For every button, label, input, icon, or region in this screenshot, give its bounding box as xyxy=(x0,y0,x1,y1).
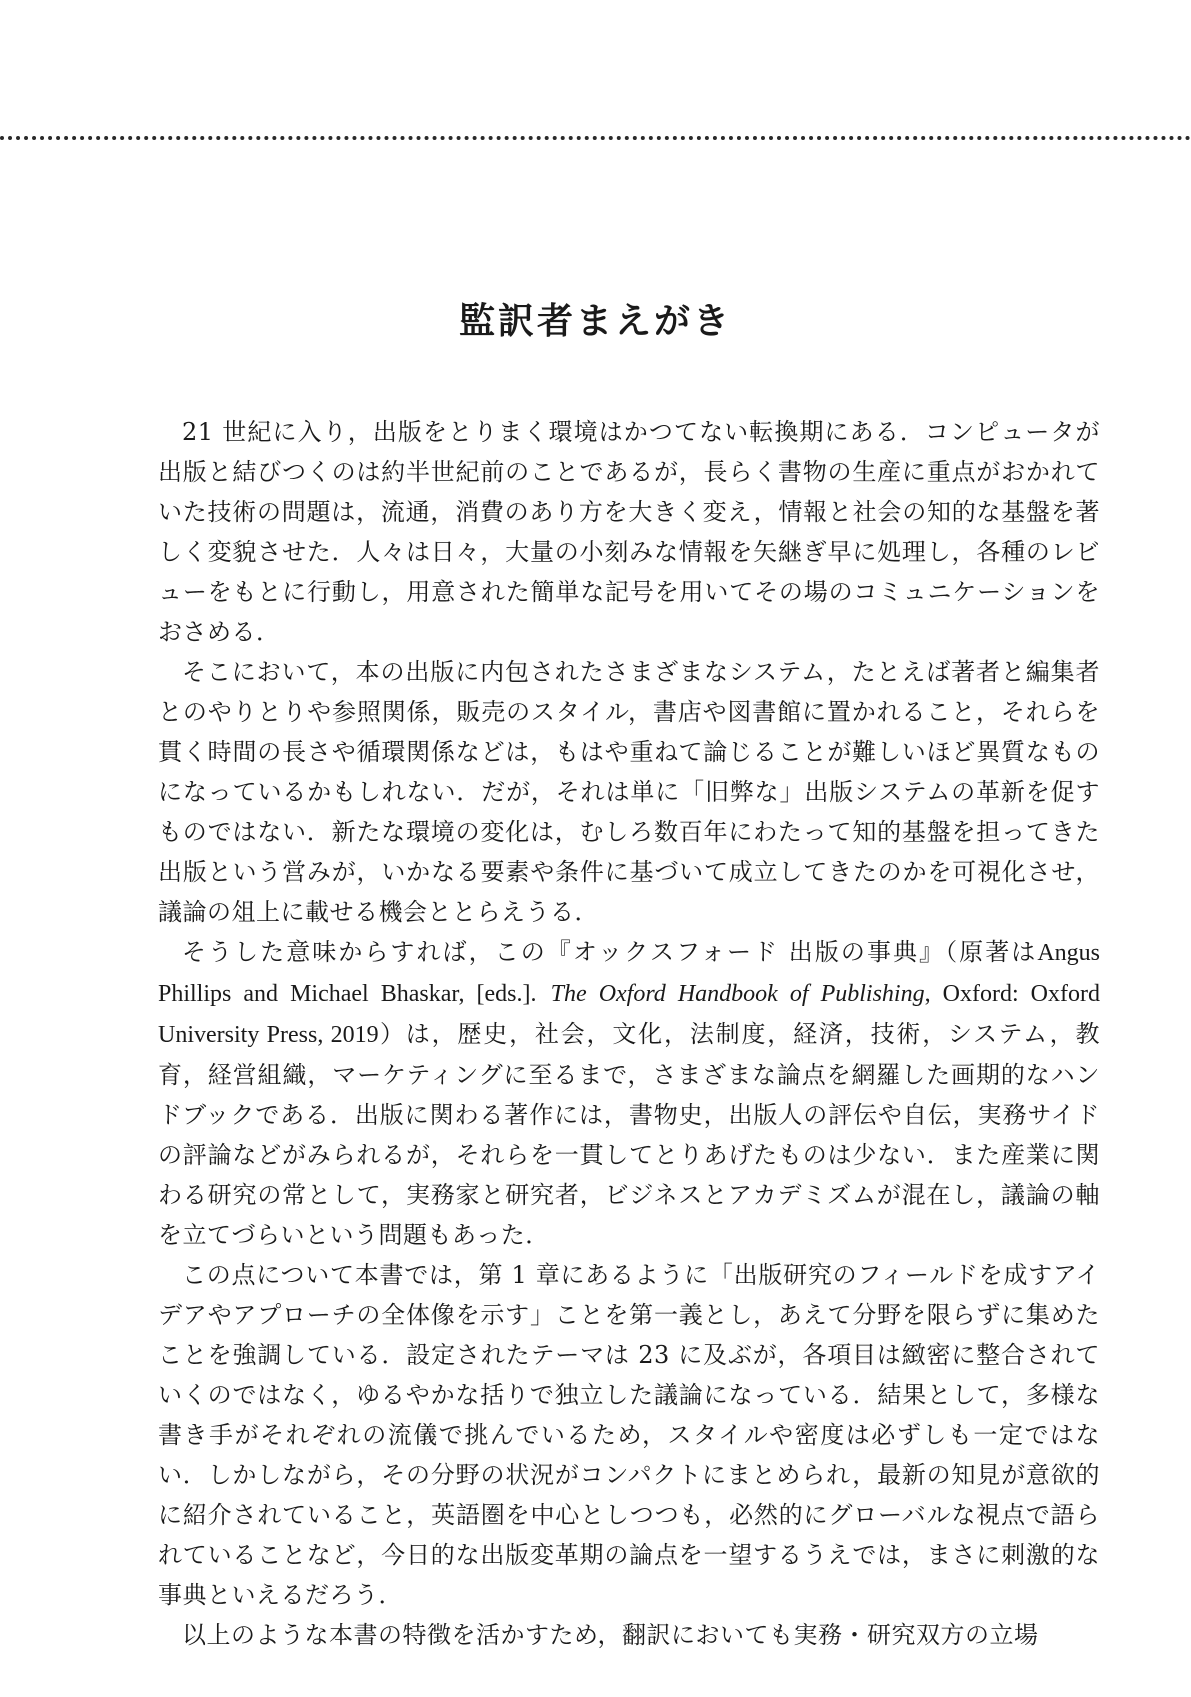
paragraph-3-intro: そうした意味からすれば，この『オックスフォード 出版の事典』（原著は xyxy=(182,938,1038,966)
paragraph-4: この点について本書では，第 1 章にあるように「出版研究のフィールドを成すアイデアやアプローチの全体像を示す」ことを第一義とし，あえて分野を限らずに集めたことを強調している．設定されたテーマは 23 に及ぶが，各項目は緻密に整合されていくのではなく，ゆるやかな括りで独立した議論になっている．結果として，多様な書き手がそれぞれの流儀で挑んでいるため，スタイルや密度は必ずしも一定ではない．しかしながら，その分野の状況がコンパクトにまとめられ，最新の知見が意欲的に紹介されていること，英語圏を中心としつつも，必然的にグローバルな視点で語られていることなど，今日的な出版変革期の論点を一望するうえでは，まさに刺激的な事典といえるだろう． xyxy=(158,1261,1100,1609)
dotted-divider xyxy=(0,136,1191,140)
paragraph-3 xyxy=(158,932,1100,1255)
paragraph-1: 21 世紀に入り，出版をとりまく環境はかつてない転換期にある．コンピュータが出版と結びつくのは約半世紀前のことであるが，長らく書物の生産に重点がおかれていた技術の問題は，流通，消費のあり方を大きく変え，情報と社会の知的な基盤を著しく変貌させた．人々は日々，大量の小刻みな情報を矢継ぎ早に処理し，各種のレビューをもとに行動し，用意された簡単な記号を用いてその場のコミュニケーションをおさめる． xyxy=(158,418,1100,646)
paragraph-2: そこにおいて，本の出版に内包されたさまざまなシステム，たとえば著者と編集者とのやりとりや参照関係，販売のスタイル，書店や図書館に置かれること，それらを貫く時間の長さや循環関係などは，もはや重ねて論じることが難しいほど異質なものになっているかもしれない．だが，それは単に「旧弊な」出版システムの革新を促すものではない．新たな環境の変化は，むしろ数百年にわたって知的基盤を担ってきた出版という営みが，いかなる要素や条件に基づいて成立してきたのかを可視化させ，議論の俎上に載せる機会ととらえうる． xyxy=(158,658,1100,926)
body-text xyxy=(158,412,1100,1655)
citation-editors: Angus Phillips and Michael Bhaskar, [eds.]. xyxy=(158,940,1100,1007)
paragraph-5: 以上のような本書の特徴を活かすため，翻訳においても実務・研究双方の立場 xyxy=(182,1621,1039,1649)
citation-publisher: , Oxford: Oxford University Press, 2019 xyxy=(158,981,1100,1048)
citation-title: The Oxford Handbook of Publishing xyxy=(550,981,925,1007)
paragraph-3-rest: ）は，歴史，社会，文化，法制度，経済，技術，システム，教育，経営組織，マーケティングに至るまで，さまざまな論点を網羅した画期的なハンドブックである．出版に関わる著作には，書物史，出版人の評伝や自伝，実務サイドの評論などがみられるが，それらを一貫してとりあげたものは少ない．また産業に関わる研究の常として，実務家と研究者，ビジネスとアカデミズムが混在し，議論の軸を立てづらいという問題もあった． xyxy=(158,1020,1100,1249)
page-title: 監訳者まえがき xyxy=(458,301,732,342)
